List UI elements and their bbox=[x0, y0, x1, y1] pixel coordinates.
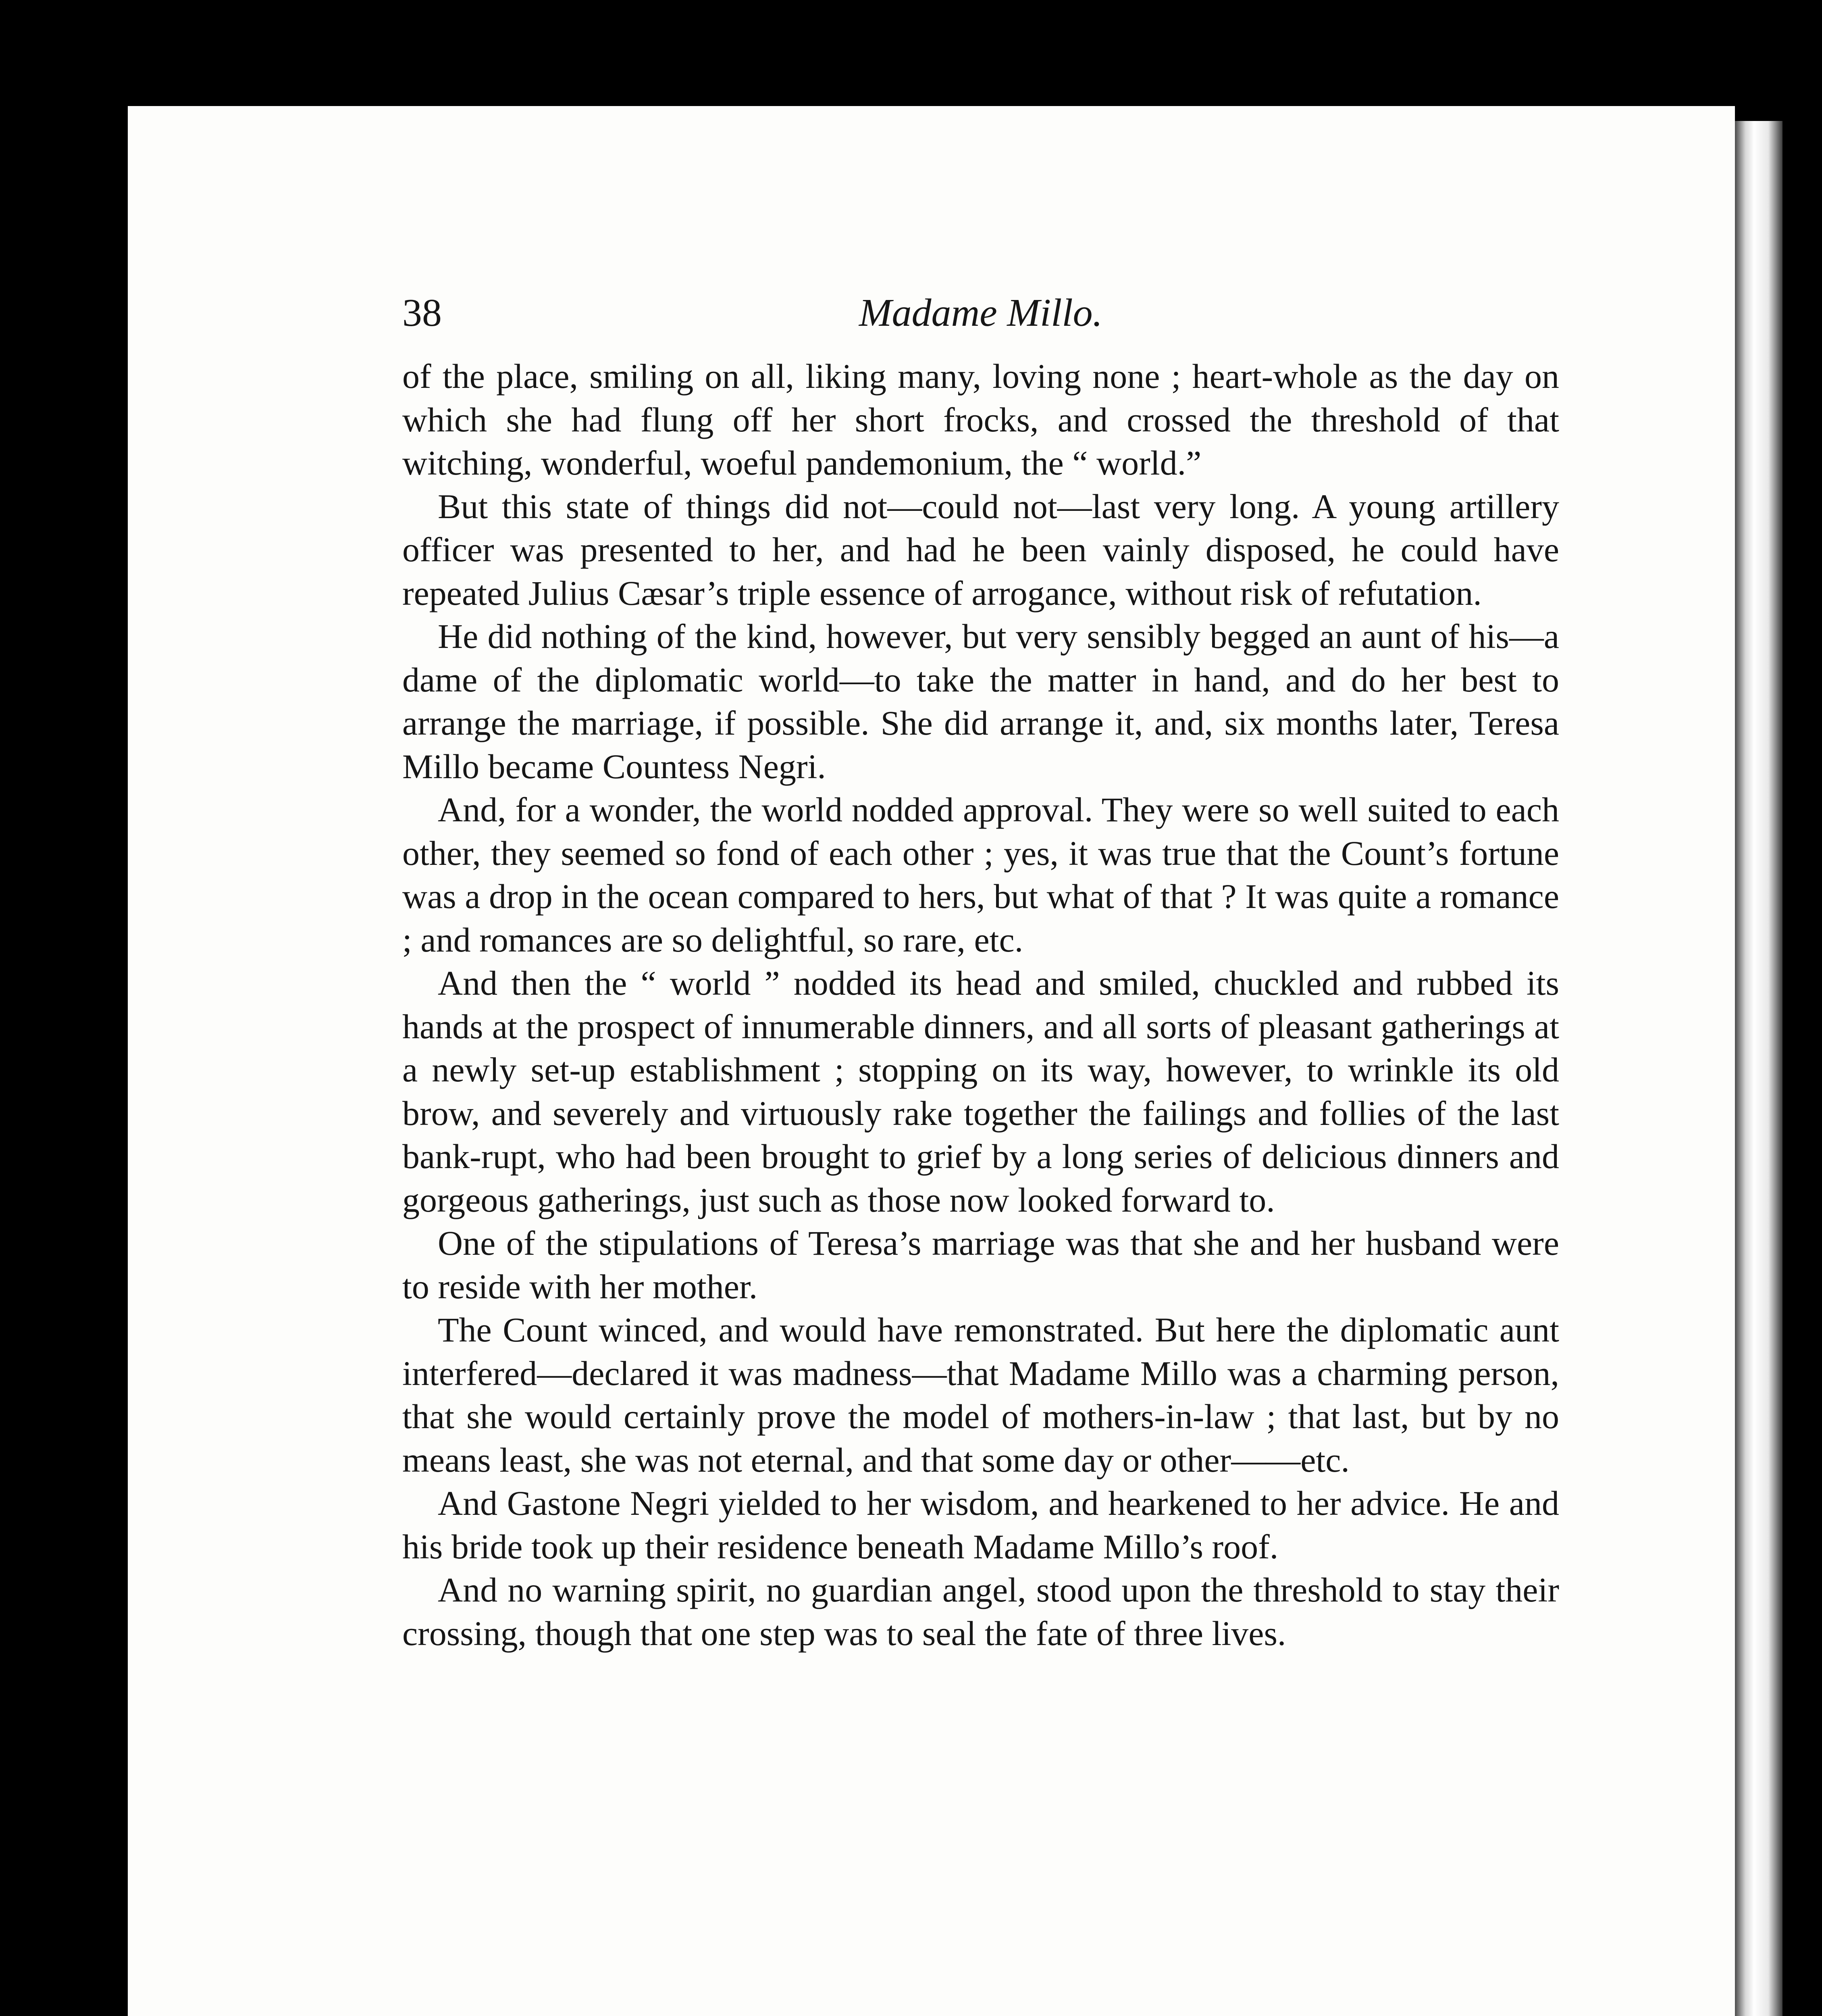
page-header bbox=[402, 290, 1559, 355]
paragraph: And, for a wonder, the world nodded approval. They were so well suited to each other, they seemed so fond of each other ; yes, it was true that the Count’s fortune was a drop in the ocean compared to hers, but what of that ? It was quite a romance ; and romances are so delightful, so rare, etc. bbox=[402, 790, 1559, 959]
body-text bbox=[402, 355, 1559, 1655]
paragraph: And no warning spirit, no guardian angel, stood upon the threshold to stay their crossing, though that one step was to seal the fate of three lives. bbox=[402, 1570, 1559, 1653]
paragraph: And then the “ world ” nodded its head and smiled, chuckled and rubbed its hands at the prospect of innumerable dinners, and all sorts of pleasant gatherings at a newly set-up establishment ; stopping on its way, however, to wrinkle its old brow, and severely and virtuously rake together the failings and follies of the last bank-rupt, who had been brought to grief by a long series of delicious dinners and gorgeous gatherings, just such as those now looked forward to. bbox=[402, 964, 1559, 1219]
page-number: 38 bbox=[402, 291, 442, 335]
running-title: Madame Millo. bbox=[859, 291, 1103, 335]
paragraph: And Gastone Negri yielded to her wisdom, and hearkened to her advice. He and his bride took up their residence beneath Madame Millo’s roof. bbox=[402, 1484, 1559, 1566]
paragraph: He did nothing of the kind, however, but very sensibly begged an aunt of his—a dame of the diplomatic world—to take the matter in hand, and do her best to arrange the marriage, if possible. She did arrange it, and, six months later, Teresa Millo became Countess Negri. bbox=[402, 617, 1559, 786]
page-edge-shadow bbox=[1735, 121, 1782, 2016]
paragraph: But this state of things did not—could not—last very long. A young artillery officer was presented to her, and had he been vainly disposed, he could have repeated Julius Cæsar’s triple essence of arrogance, without risk of refutation. bbox=[402, 487, 1559, 612]
paragraph: One of the stipulations of Teresa’s marriage was that she and her husband were to reside with her mother. bbox=[402, 1224, 1559, 1306]
paragraph: of the place, smiling on all, liking many, loving none ; heart-whole as the day on which she had flung off her short frocks, and crossed the threshold of that witching, wonderful, woeful pandemonium, the “ world.” bbox=[402, 357, 1559, 482]
paragraph: The Count winced, and would have remonstrated. But here the diplomatic aunt interfered—declared it was madness—that Madame Millo was a charming person, that she would certainly prove the model of mothers-in-law ; that last, but by no means least, she was not eternal, and that some day or other——etc. bbox=[402, 1310, 1559, 1479]
